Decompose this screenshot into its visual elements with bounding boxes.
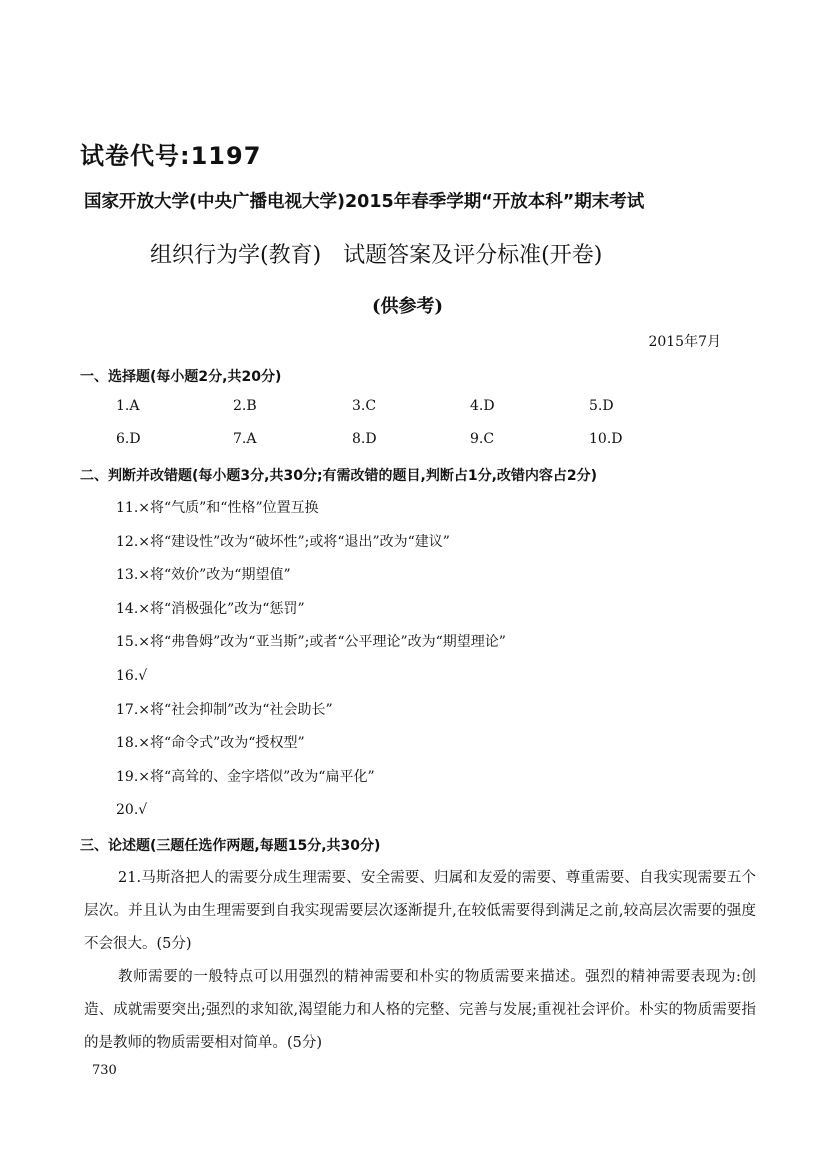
mc-answer: 7.A — [233, 431, 257, 447]
essay-answer-paragraph: 21.马斯洛把人的需要分成生理需要、安全需要、归属和友爱的需要、尊重需要、自我实现需要五个层次。并且认为由生理需要到自我实现需要层次逐渐提升,在较低需要得到满足之前,较高层次需要的强度不会很大。(5分) — [84, 870, 756, 952]
mc-answer: 1.A — [116, 398, 140, 414]
tf-answer-item: 11.×将“气质”和“性格”位置互换 — [116, 500, 319, 516]
tf-answer-item: 18.×将“命令式”改为“授权型” — [116, 735, 305, 752]
mc-answer: 4.D — [470, 398, 495, 414]
essay-answer-paragraph: 教师需要的一般特点可以用强烈的精神需要和朴实的物质需要来描述。强烈的精神需要表现为:创造、成就需要突出;强烈的求知欲,渴望能力和人格的完整、完善与发展;重视社会评价。朴实的物质需要指的是教师的物质需要相对简单。(5分) — [84, 969, 756, 1051]
section-heading-multiple-choice: 一、选择题(每小题2分,共20分) — [80, 369, 282, 385]
section-heading-essay: 三、论述题(三题任选作两题,每题15分,共30分) — [80, 838, 381, 854]
tf-answer-item: 19.×将“高耸的、金字塔似”改为“扁平化” — [116, 768, 375, 785]
exam-date: 2015年7月 — [648, 334, 721, 350]
mc-answer: 5.D — [589, 398, 614, 414]
tf-answer-item: 20.√ — [116, 802, 148, 819]
tf-answer-item: 15.×将“弗鲁姆”改为“亚当斯”;或者“公平理论”改为“期望理论” — [116, 634, 506, 651]
mc-answer: 6.D — [116, 431, 141, 447]
mc-answer-row — [116, 398, 716, 418]
tf-answer-item: 14.×将“消极强化”改为“惩罚” — [116, 600, 305, 617]
mc-answer: 9.C — [470, 431, 495, 447]
page-number: 730 — [92, 1063, 117, 1078]
course-title: 组织行为学(教育) 试题答案及评分标准(开卷) — [150, 243, 603, 268]
tf-answer-item: 16.√ — [116, 667, 148, 684]
mc-answer: 2.B — [233, 398, 257, 414]
mc-answer-row — [116, 431, 716, 451]
section-heading-true-false: 二、判断并改错题(每小题3分,共30分;有需改错的题目,判断占1分,改错内容占2分) — [80, 468, 598, 484]
exam-code-label: 试卷代号:1197 — [80, 142, 262, 170]
reference-note: (供参考) — [372, 296, 444, 317]
tf-answer-item: 13.×将“效价”改为“期望值” — [116, 567, 291, 584]
mc-answer: 8.D — [352, 431, 377, 447]
true-false-answer-list — [116, 497, 506, 833]
mc-answer: 10.D — [589, 431, 623, 447]
exam-title: 国家开放大学(中央广播电视大学)2015年春季学期“开放本科”期末考试 — [84, 192, 645, 212]
tf-answer-item: 12.×将“建设性”改为“破坏性”;或将“退出”改为“建议” — [116, 533, 450, 550]
mc-answer: 3.C — [352, 398, 377, 414]
tf-answer-item: 17.×将“社会抑制”改为“社会助长” — [116, 701, 333, 718]
